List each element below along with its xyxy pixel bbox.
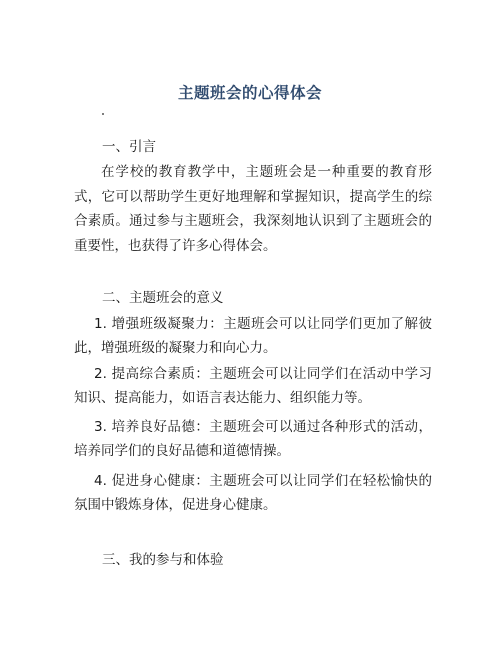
section-heading-participation: 三、我的参与和体验	[102, 552, 224, 568]
introduction-paragraph: 在学校的教育教学中，主题班会是一种重要的教育形式，它可以帮助学生更好地理解和掌握知识，提高学生的综合素质。通过参与主题班会，我深刻地认识到了主题班会的重要性，也获得了许多心得体会。	[74, 164, 432, 254]
significance-item-1: 1. 增强班级凝聚力：主题班会可以让同学们更加了解彼此，增强班级的凝聚力和向心力。	[74, 316, 432, 356]
document-title: 主题班会的心得体会	[177, 84, 322, 102]
significance-item-4: 4. 促进身心健康：主题班会可以让同学们在轻松愉快的氛围中锻炼身体，促进身心健康。	[74, 473, 432, 513]
significance-item-3: 3. 培养良好品德：主题班会可以通过各种形式的活动，培养同学们的良好品德和道德情操。	[74, 419, 432, 459]
section-heading-significance: 二、主题班会的意义	[102, 290, 224, 306]
significance-item-2: 2. 提高综合素质：主题班会可以让同学们在活动中学习知识、提高能力，如语言表达能力、组织能力等。	[74, 366, 432, 406]
stray-dot	[102, 113, 104, 115]
section-heading-introduction: 一、引言	[102, 139, 156, 155]
